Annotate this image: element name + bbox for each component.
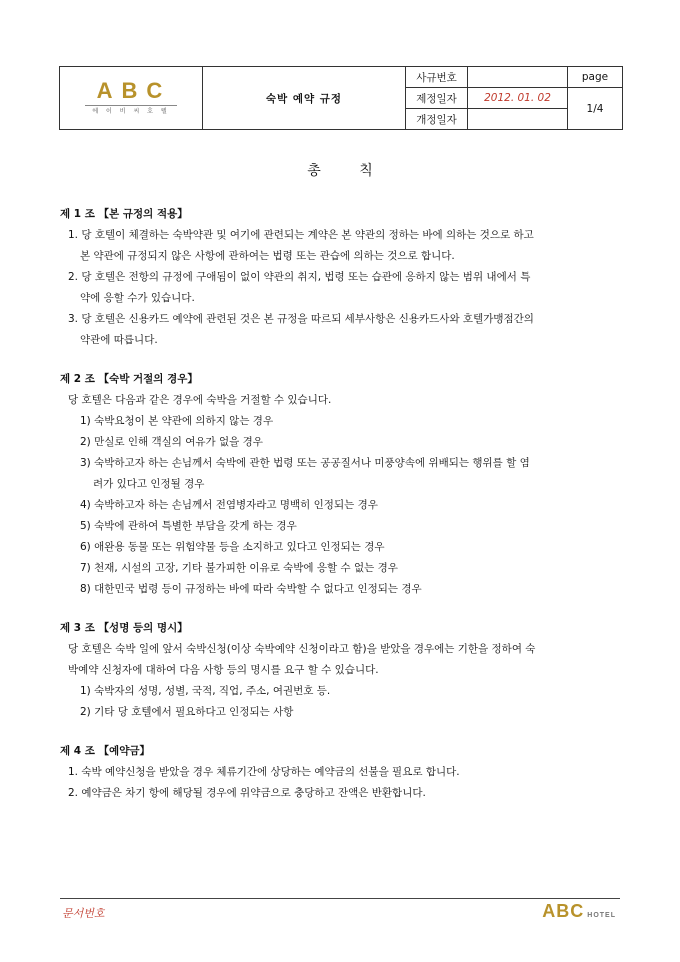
revised-date-label: 개정일자 bbox=[406, 109, 468, 130]
article-line: 3) 숙박하고자 하는 손님께서 숙박에 관한 법령 또는 공공질서나 미풍양속에 위배되는 행위를 할 염 bbox=[80, 457, 530, 469]
article-line: 1. 당 호텔이 체결하는 숙박약관 및 여기에 관련되는 계약은 본 약관의 정하는 바에 의하는 것으로 하고 bbox=[68, 229, 534, 241]
article bbox=[60, 204, 626, 351]
article-heading: 제 3 조 【성명 등의 명시】 bbox=[60, 622, 188, 634]
article-line: 2) 만실로 인해 객실의 여유가 없을 경우 bbox=[80, 436, 263, 448]
article-line: 1) 숙박자의 성명, 성별, 국적, 직업, 주소, 여권번호 등. bbox=[80, 685, 331, 697]
regulation-no-value bbox=[468, 67, 568, 88]
article bbox=[60, 369, 626, 600]
revised-date-value bbox=[468, 109, 568, 130]
article-line: 약에 응할 수가 있습니다. bbox=[80, 292, 195, 304]
article-line: 8) 대한민국 법령 등이 규정하는 바에 따라 숙박할 수 없다고 인정되는 경우 bbox=[80, 583, 422, 595]
article-line: 6) 애완용 동물 또는 위험약물 등을 소지하고 있다고 인정되는 경우 bbox=[80, 541, 385, 553]
document-title: 숙박 예약 규정 bbox=[203, 67, 406, 130]
regulation-no-label: 사규번호 bbox=[406, 67, 468, 88]
article bbox=[60, 618, 626, 723]
page-label: page bbox=[568, 67, 623, 88]
footer-logo-suffix: HOTEL bbox=[587, 912, 616, 919]
article-line: 박예약 신청자에 대하여 다음 사항 등의 명시를 요구 할 수 있습니다. bbox=[68, 664, 379, 676]
regulation-body bbox=[60, 204, 626, 822]
article-line: 7) 천재, 시설의 고장, 기타 불가피한 이유로 숙박에 응할 수 없는 경우 bbox=[80, 562, 398, 574]
article-heading: 제 4 조 【예약금】 bbox=[60, 745, 150, 757]
footer-logo-text: ABC bbox=[542, 901, 585, 921]
article-heading: 제 2 조 【숙박 거절의 경우】 bbox=[60, 373, 198, 385]
article-line: 당 호텔은 다음과 같은 경우에 숙박을 거절할 수 있습니다. bbox=[68, 394, 332, 406]
article-line: 2. 당 호텔은 전항의 규정에 구애됨이 없이 약관의 취지, 법령 또는 습관에 응하지 않는 범위 내에서 특 bbox=[68, 271, 531, 283]
article-heading: 제 1 조 【본 규정의 적용】 bbox=[60, 208, 188, 220]
article-line: 려가 있다고 인정될 경우 bbox=[93, 478, 205, 490]
article-line: 3. 당 호텔은 신용카드 예약에 관련된 것은 본 규정을 따르되 세부사항은 신용카드사와 호텔가맹점간의 bbox=[68, 313, 534, 325]
article-line: 2) 기타 당 호텔에서 필요하다고 인정되는 사항 bbox=[80, 706, 294, 718]
enacted-date-value: 2012. 01. 02 bbox=[468, 88, 568, 109]
article-line: 당 호텔은 숙박 일에 앞서 숙박신청(이상 숙박예약 신청이라고 함)을 받았을 경우에는 기한을 정하여 숙 bbox=[68, 643, 536, 655]
logo-divider bbox=[85, 105, 177, 106]
section-title: 총 칙 bbox=[307, 163, 373, 179]
article-line: 1) 숙박요청이 본 약관에 의하지 않는 경우 bbox=[80, 415, 274, 427]
article-line: 2. 예약금은 차기 항에 해당될 경우에 위약금으로 충당하고 잔액은 반환합니다. bbox=[68, 787, 426, 799]
page-number: 1/4 bbox=[568, 88, 623, 130]
logo-text: ABC bbox=[96, 78, 172, 103]
article-line: 4) 숙박하고자 하는 손님께서 전염병자라고 명백히 인정되는 경우 bbox=[80, 499, 378, 511]
document-number-label: 문서번호 bbox=[62, 907, 105, 920]
article-line: 본 약관에 규정되지 않은 사항에 관하여는 법령 또는 관습에 의하는 것으로 합니다. bbox=[80, 250, 455, 262]
footer-divider bbox=[60, 898, 620, 899]
header-table bbox=[59, 66, 623, 130]
article-line: 1. 숙박 예약신청을 받았을 경우 체류기간에 상당하는 예약금의 선불을 필요로 합니다. bbox=[68, 766, 460, 778]
article-line: 약관에 따릅니다. bbox=[80, 334, 158, 346]
header-logo bbox=[60, 67, 203, 130]
footer-logo bbox=[542, 901, 616, 922]
enacted-date-label: 제정일자 bbox=[406, 88, 468, 109]
logo-subtitle: 에 이 비 씨 호 텔 bbox=[92, 108, 170, 115]
article-line: 5) 숙박에 관하여 특별한 부담을 갖게 하는 경우 bbox=[80, 520, 297, 532]
article bbox=[60, 741, 626, 804]
